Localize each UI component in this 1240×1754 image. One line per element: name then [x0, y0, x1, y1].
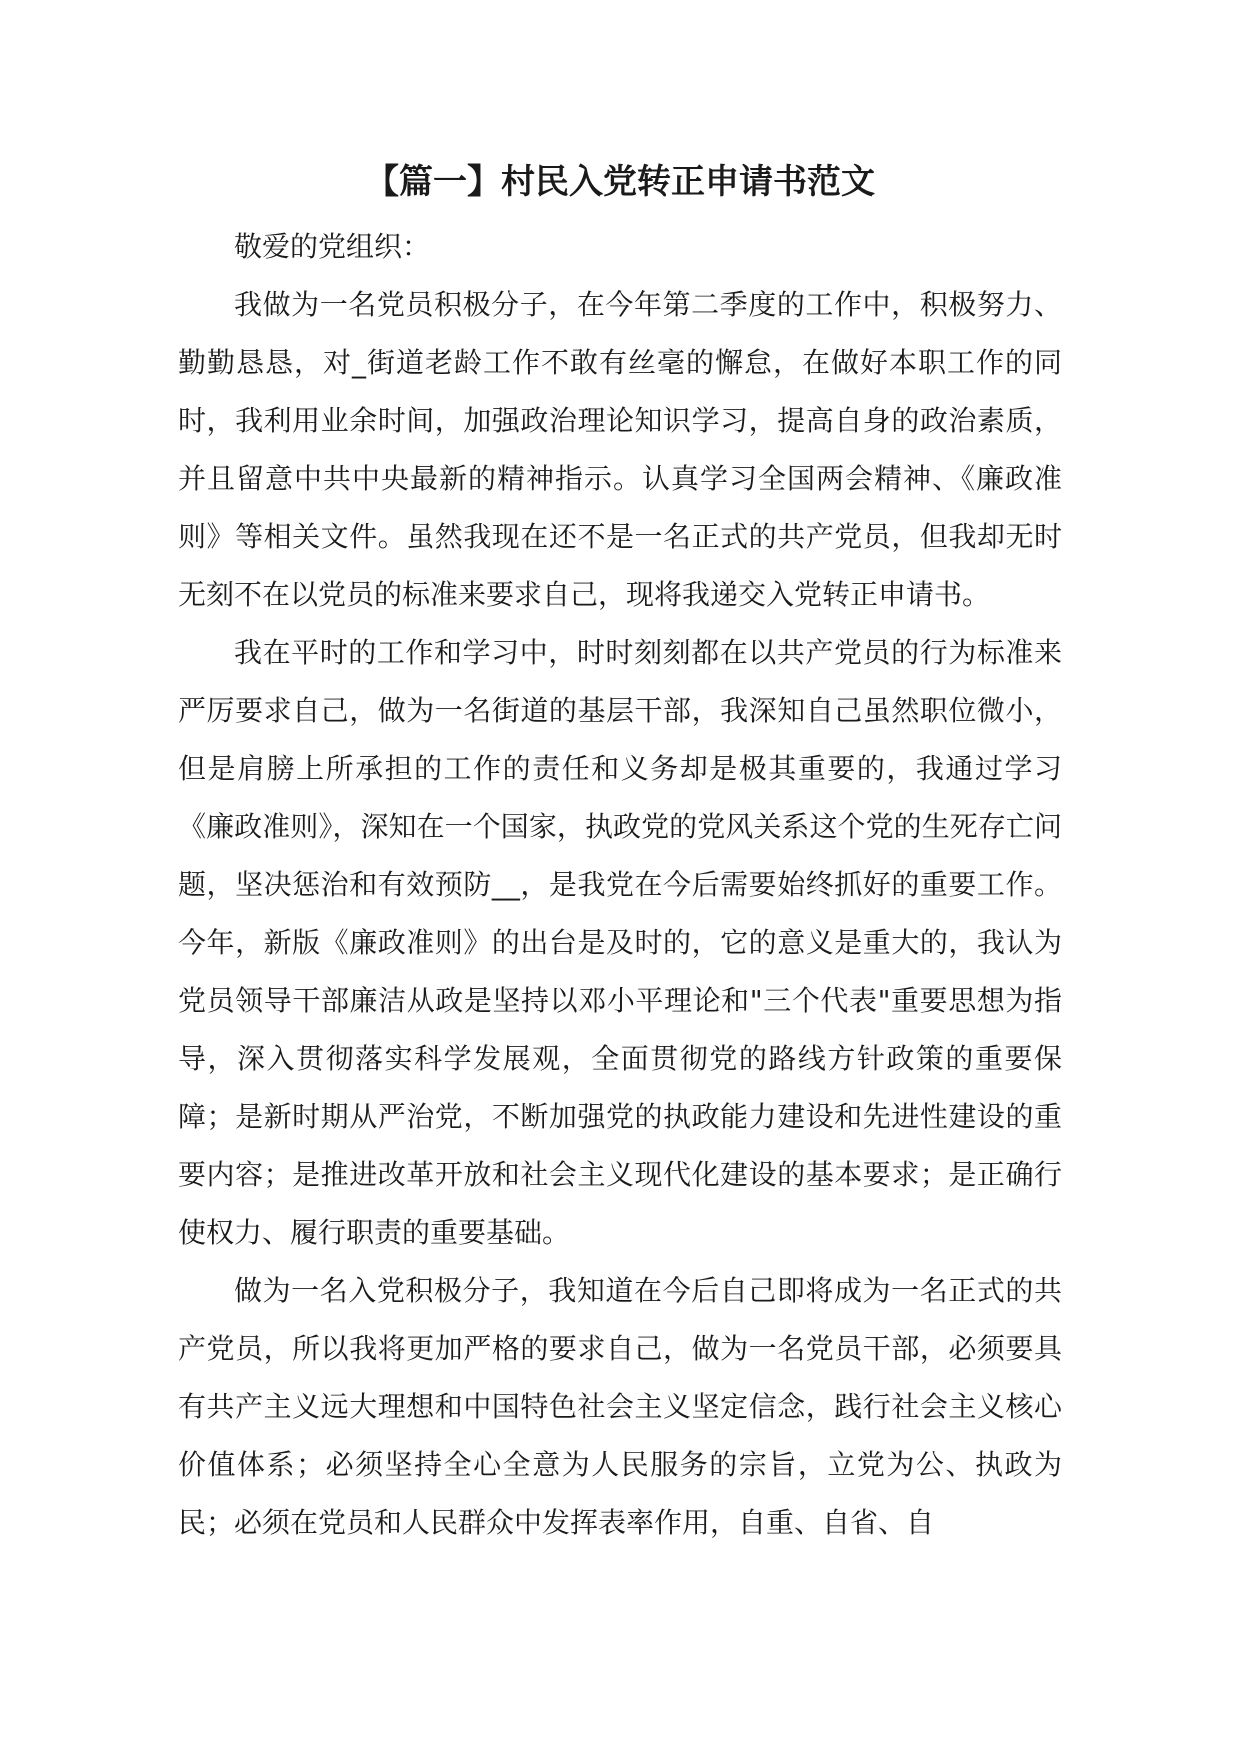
document-body: [178, 218, 1062, 1552]
salutation: 敬爱的党组织：: [234, 230, 431, 263]
paragraph: 我在平时的工作和学习中，时时刻刻都在以共产党员的行为标准来严厉要求自己，做为一名街道的基层干部，我深知自己虽然职位微小，但是肩膀上所承担的工作的责任和义务却是极其重要的，我通过学习《廉政准则》，深知在一个国家，执政党的党风关系这个党的生死存亡问题，坚决惩治和有效预防__，是我党在今后需要始终抓好的重要工作。今年，新版《廉政准则》的出台是及时的，它的意义是重大的，我认为党员领导干部廉洁从政是坚持以邓小平理论和"三个代表"重要思想为指导，深入贯彻落实科学发展观，全面贯彻党的路线方针政策的重要保障；是新时期从严治党，不断加强党的执政能力建设和先进性建设的重要内容；是推进改革开放和社会主义现代化建设的基本要求；是正确行使权力、履行职责的重要基础。: [178, 636, 1062, 1249]
document-title: 【篇一】村民入党转正申请书范文: [365, 162, 875, 202]
paragraph: 我做为一名党员积极分子，在今年第二季度的工作中，积极努力、勤勤恳恳，对_街道老龄工作不敢有丝毫的懈怠，在做好本职工作的同时，我利用业余时间，加强政治理论知识学习，提高自身的政治素质，并且留意中共中央最新的精神指示。认真学习全国两会精神、《廉政准则》等相关文件。虽然我现在还不是一名正式的共产党员，但我却无时无刻不在以党员的标准来要求自己，现将我递交入党转正申请书。: [178, 288, 1062, 611]
paragraph: 做为一名入党积极分子，我知道在今后自己即将成为一名正式的共产党员，所以我将更加严格的要求自己，做为一名党员干部，必须要具有共产主义远大理想和中国特色社会主义坚定信念，践行社会主义核心价值体系；必须坚持全心全意为人民服务的宗旨，立党为公、执政为民；必须在党员和人民群众中发挥表率作用，自重、自省、自: [178, 1274, 1062, 1539]
